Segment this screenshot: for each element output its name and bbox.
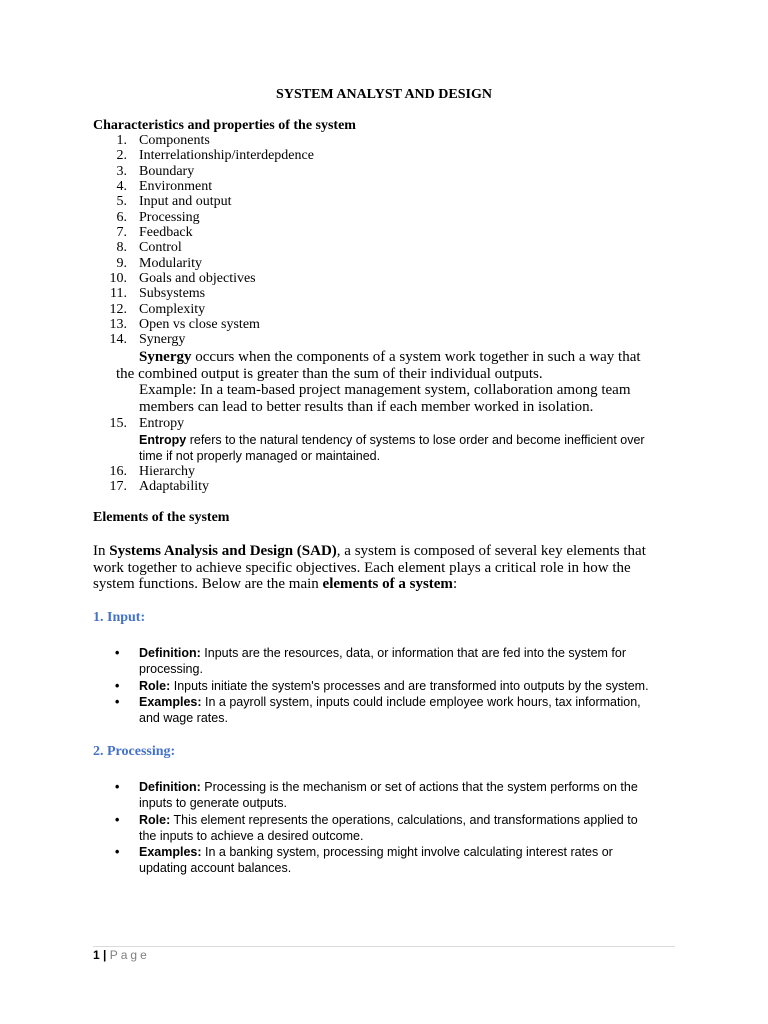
- processing-heading: 2. Processing:: [93, 744, 176, 759]
- page-label: Page: [109, 948, 150, 962]
- input-bullets: [93, 645, 683, 726]
- list-item: • Examples: In a banking system, processing might involve calculating interest rates or updating account balances.: [115, 845, 613, 876]
- synergy-definition: Synergy occurs when the components of a system work together in such a way that the combined output is greater than the sum of their individual outputs. Example: In a team-based project management system, collaboration among team members can lead to better results than if each member worked in isolation.: [116, 349, 641, 415]
- list-item: • Examples: In a payroll system, inputs could include employee work hours, tax information, and wage rates.: [115, 694, 641, 726]
- list-item: • Definition: Inputs are the resources, data, or information that are fed into the system for processing.: [115, 646, 627, 677]
- footer-separator: |: [103, 948, 107, 962]
- processing-bullets: [93, 779, 683, 877]
- list-item: • Role: Inputs initiate the system's processes and are transformed into outputs by the system.: [115, 678, 649, 693]
- entropy-definition: Entropy refers to the natural tendency of systems to lose order and become inefficient over time if not properly managed or maintained.: [139, 433, 645, 464]
- page-number: 1: [93, 948, 100, 962]
- page-footer: [93, 948, 150, 962]
- list-item: • Role: This element represents the operations, calculations, and transformations applied to the inputs to achieve a desired outcome.: [115, 812, 638, 843]
- elements-intro: In Systems Analysis and Design (SAD), a system is composed of several key elements that work together to achieve specific objectives. Each element plays a critical role in how the system functions. Below are the main elements of a system:: [93, 543, 646, 592]
- input-heading: 1. Input:: [93, 610, 146, 625]
- document-title: SYSTEM ANALYST AND DESIGN: [276, 87, 492, 102]
- elements-heading: Elements of the system: [93, 510, 230, 525]
- footer-divider: [93, 946, 675, 947]
- document-page: SYSTEM ANALYST AND DESIGN Characteristics and properties of the system 1. Components 2. Interrelationship/interdepdence 3. Boundary 4. Environment 5. Input and output 6. Processing 7. Feedback 8. Control 9. Modularity 10. Goals and objectives 11. Subsystems 12. Complexity 13. Open vs close system 14. Synergy Synergy occurs when the components of a system work together in such a way that the combined output is greater than the sum of their individual outputs. Example: In a team-based project management system, collaboration among team members can lead to better results than if each member worked in isolation. 15. Entropy Entropy refers to the natural tendency of systems to lose order and become inefficient over time if not properly managed or maintained. 16. Hierarchy 17. Adaptability Elements of the system In Systems Analysis and Design (SAD), a system is composed of several key elements that work together to achieve specific objectives. Each element plays a critical role in how the system functions. Below are the main elements of a system: 1. Input: • Definition: Inputs are the resources, data, or information that are fed into the system for processing. • Role: Inputs initiate the system's processes and are transformed into outputs by the system. • Examples: In a payroll system, inputs could include employee work hours, tax information, and wage rates. 2. Processing: • Definition: Processing is the mechanism or set of actions that the system performs on the inputs to generate outputs. • Role: This element represents the operations, calculations, and transformations applied to the inputs to achieve a desired outcome. • Examples: In a banking system, processing might involve calculating interest rates or updating account balances. 1 | Page: [0, 0, 768, 1024]
- characteristics-heading: Characteristics and properties of the system: [93, 118, 356, 133]
- list-item: • Definition: Processing is the mechanism or set of actions that the system performs on the inputs to generate outputs.: [115, 780, 638, 811]
